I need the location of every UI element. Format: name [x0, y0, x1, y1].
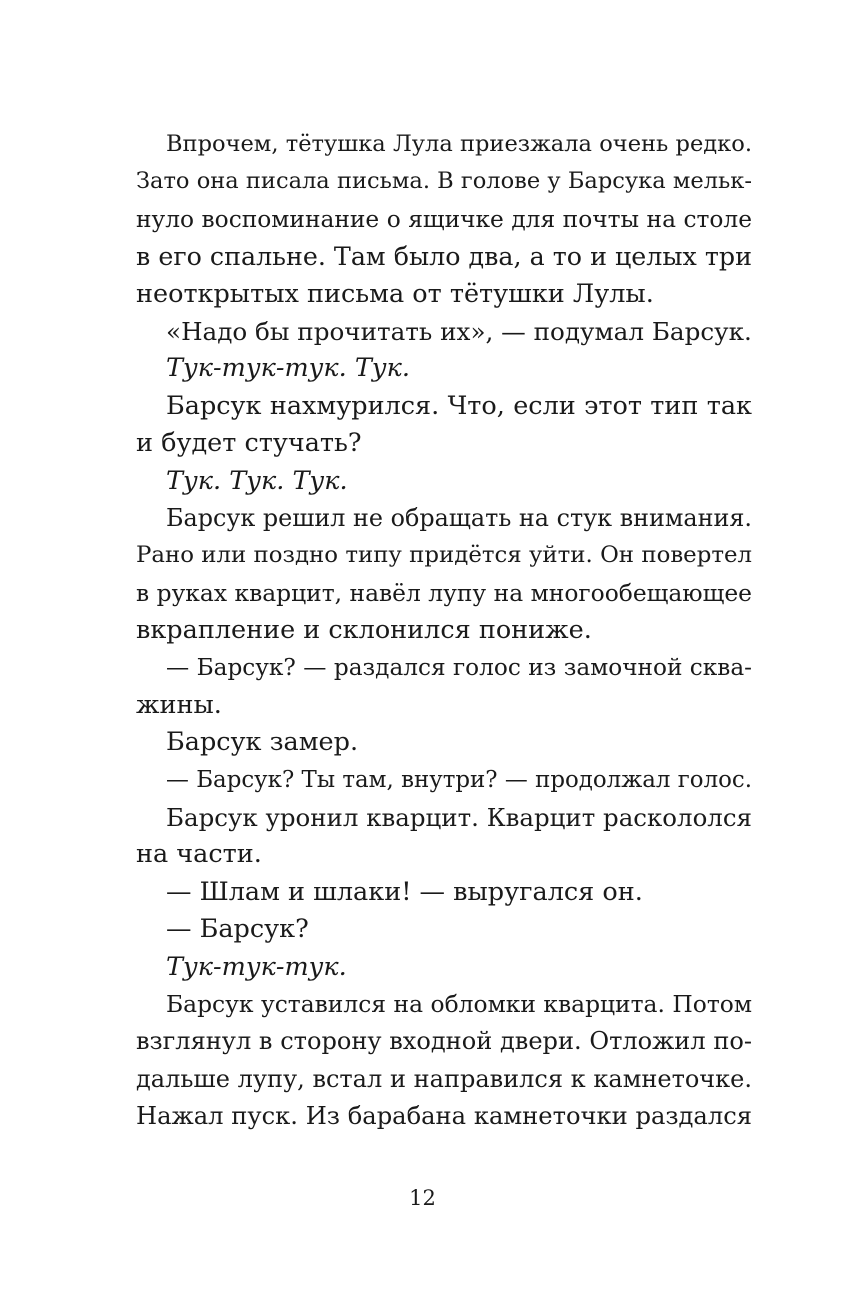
- text-line-3: нуло воспоминание о ящичке для почты на столе: [136, 205, 752, 233]
- text-line-21: — Шлам и шлаки! — выругался он.: [166, 876, 643, 907]
- text-line-16: жины.: [136, 689, 222, 720]
- text-line-22: — Барсук?: [166, 914, 309, 945]
- text-line-13: в руках кварцит, навёл лупу на многообещающее: [136, 578, 752, 607]
- body-text: [136, 126, 752, 1136]
- text-line-18: — Барсук? Ты там, внутри? — продолжал голос.: [166, 766, 752, 793]
- text-line-25: взглянул в сторону входной двери. Отложил по-: [136, 1027, 752, 1056]
- text-line-8: Барсук нахмурился. Что, если этот тип так: [166, 390, 752, 421]
- text-line-1: Впрочем, тётушка Лула приезжала очень редко.: [166, 131, 752, 157]
- text-line-27: Нажал пуск. Из барабана камнеточки раздался: [136, 1102, 752, 1131]
- page-number: 12: [409, 1186, 436, 1210]
- text-line-5: неоткрытых письма от тётушки Лулы.: [136, 278, 654, 309]
- text-line-9: и будет стучать?: [136, 428, 362, 459]
- text-line-12: Рано или поздно типу придётся уйти. Он повертел: [136, 542, 752, 569]
- text-line-14: вкрапление и склонился пониже.: [136, 615, 592, 646]
- text-line-2: Зато она писала письма. В голове у Барсука мельк-: [136, 168, 752, 195]
- text-line-23: Тук-тук-тук.: [166, 951, 347, 982]
- text-line-4: в его спальне. Там было два, а то и целых три: [136, 241, 752, 272]
- text-line-26: дальше лупу, встал и направился к камнеточке.: [136, 1064, 752, 1093]
- text-line-11: Барсук решил не обращать на стук внимания.: [166, 503, 752, 532]
- text-line-19: Барсук уронил кварцит. Кварцит раскололся: [166, 803, 752, 833]
- text-line-15: — Барсук? — раздался голос из замочной сква-: [166, 654, 752, 682]
- text-line-20: на части.: [136, 839, 262, 870]
- text-line-10: Тук. Тук. Тук.: [166, 465, 348, 496]
- text-line-17: Барсук замер.: [166, 727, 359, 758]
- text-line-7: Тук-тук-тук. Тук.: [166, 353, 411, 384]
- text-line-6: «Надо бы прочитать их», — подумал Барсук.: [166, 316, 752, 346]
- text-line-24: Барсук уставился на обломки кварцита. Потом: [166, 989, 752, 1018]
